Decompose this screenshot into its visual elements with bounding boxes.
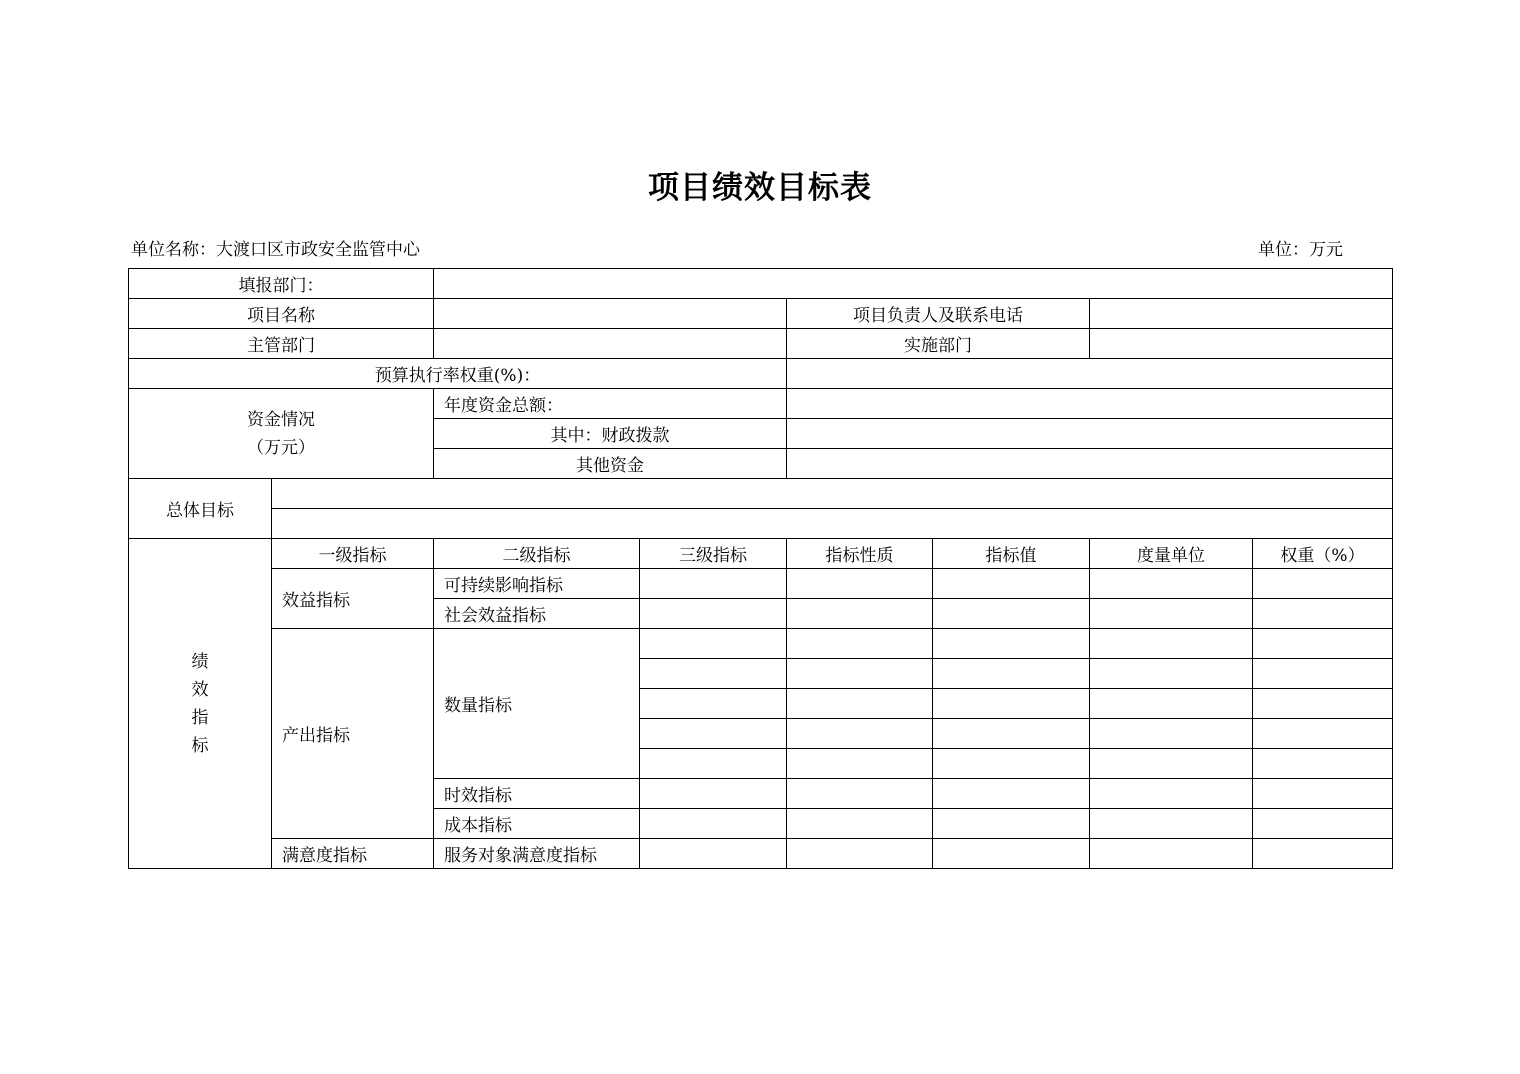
col-header-nature: 指标性质 (787, 539, 933, 569)
sustainable-indicator-label: 可持续影响指标 (434, 569, 640, 599)
service-satisfaction-label: 服务对象满意度指标 (434, 839, 640, 869)
cell[interactable] (1090, 749, 1253, 779)
table-row (129, 299, 1393, 329)
cell[interactable] (1090, 689, 1253, 719)
cell[interactable] (640, 659, 787, 689)
table-row (129, 509, 1393, 539)
cell[interactable] (933, 599, 1090, 629)
cell[interactable] (1253, 599, 1393, 629)
table-row (129, 839, 1393, 869)
implementing-dept-value[interactable] (1090, 329, 1393, 359)
cell[interactable] (933, 749, 1090, 779)
cell[interactable] (1090, 629, 1253, 659)
cell[interactable] (1253, 719, 1393, 749)
fill-dept-value[interactable] (434, 269, 1393, 299)
project-name-value[interactable] (434, 299, 787, 329)
timeliness-indicator-label: 时效指标 (434, 779, 640, 809)
cell[interactable] (640, 689, 787, 719)
cell[interactable] (1253, 629, 1393, 659)
table-row (129, 539, 1393, 569)
other-funds-value[interactable] (787, 449, 1393, 479)
overall-goal-value-2[interactable] (272, 509, 1393, 539)
annual-total-label: 年度资金总额： (434, 389, 787, 419)
cell[interactable] (1090, 779, 1253, 809)
funds-label-line1: 资金情况 (247, 409, 315, 430)
cell[interactable] (933, 659, 1090, 689)
cell[interactable] (1253, 749, 1393, 779)
cell[interactable] (787, 749, 933, 779)
cell[interactable] (640, 629, 787, 659)
table-row (129, 359, 1393, 389)
col-header-unit: 度量单位 (1090, 539, 1253, 569)
other-funds-label: 其他资金 (434, 449, 787, 479)
cell[interactable] (933, 809, 1090, 839)
cell[interactable] (933, 629, 1090, 659)
funds-label (129, 389, 434, 479)
cell[interactable] (640, 719, 787, 749)
cell[interactable] (933, 719, 1090, 749)
cell[interactable] (787, 629, 933, 659)
unit-name-label: 单位名称：大渡口区市政安全监管中心 (131, 240, 420, 260)
implementing-dept-label: 实施部门 (787, 329, 1090, 359)
currency-unit-label: 单位：万元 (1258, 240, 1343, 260)
cell[interactable] (933, 689, 1090, 719)
col-header-level2: 二级指标 (434, 539, 640, 569)
cell[interactable] (640, 779, 787, 809)
table-row (129, 389, 1393, 419)
cell[interactable] (933, 839, 1090, 869)
annual-total-value[interactable] (787, 389, 1393, 419)
table-row (129, 269, 1393, 299)
table-row (129, 629, 1393, 659)
col-header-value: 指标值 (933, 539, 1090, 569)
supervising-dept-value[interactable] (434, 329, 787, 359)
cell[interactable] (787, 569, 933, 599)
cell[interactable] (640, 749, 787, 779)
performance-goal-table (128, 268, 1393, 869)
col-header-level3: 三级指标 (640, 539, 787, 569)
social-indicator-label: 社会效益指标 (434, 599, 640, 629)
cell[interactable] (1253, 779, 1393, 809)
budget-weight-value[interactable] (787, 359, 1393, 389)
cell[interactable] (787, 719, 933, 749)
fill-dept-label: 填报部门： (129, 269, 434, 299)
overall-goal-value-1[interactable] (272, 479, 1393, 509)
cell[interactable] (1090, 719, 1253, 749)
cell[interactable] (1090, 809, 1253, 839)
cell[interactable] (1253, 809, 1393, 839)
cell[interactable] (640, 839, 787, 869)
fiscal-value[interactable] (787, 419, 1393, 449)
cell[interactable] (1090, 569, 1253, 599)
cell[interactable] (787, 779, 933, 809)
cell[interactable] (1090, 839, 1253, 869)
cell[interactable] (933, 779, 1090, 809)
table-row (129, 479, 1393, 509)
cell[interactable] (787, 809, 933, 839)
table-row (129, 569, 1393, 599)
table-row (129, 329, 1393, 359)
cell[interactable] (1253, 689, 1393, 719)
fiscal-label: 其中：财政拨款 (434, 419, 787, 449)
overall-goal-label: 总体目标 (129, 479, 272, 539)
project-name-label: 项目名称 (129, 299, 434, 329)
cell[interactable] (640, 809, 787, 839)
cell[interactable] (640, 599, 787, 629)
cost-indicator-label: 成本指标 (434, 809, 640, 839)
benefit-indicator-label: 效益指标 (272, 569, 434, 629)
supervising-dept-label: 主管部门 (129, 329, 434, 359)
page-title: 项目绩效目标表 (648, 170, 872, 206)
cell[interactable] (787, 599, 933, 629)
cell[interactable] (1090, 659, 1253, 689)
funds-label-line2: （万元） (247, 437, 315, 458)
performance-indicators-label: 绩 效 指 标 (129, 539, 272, 869)
cell[interactable] (1090, 599, 1253, 629)
project-owner-value[interactable] (1090, 299, 1393, 329)
quantity-indicator-label: 数量指标 (434, 629, 640, 779)
col-header-weight: 权重（%） (1253, 539, 1393, 569)
output-indicator-label: 产出指标 (272, 629, 434, 839)
cell[interactable] (933, 569, 1090, 599)
cell[interactable] (787, 689, 933, 719)
cell[interactable] (1253, 839, 1393, 869)
budget-weight-label: 预算执行率权重(%)： (129, 359, 787, 389)
satisfaction-indicator-label: 满意度指标 (272, 839, 434, 869)
cell[interactable] (640, 569, 787, 599)
cell[interactable] (1253, 569, 1393, 599)
project-owner-label: 项目负责人及联系电话 (787, 299, 1090, 329)
col-header-level1: 一级指标 (272, 539, 434, 569)
cell[interactable] (787, 839, 933, 869)
cell[interactable] (787, 659, 933, 689)
cell[interactable] (1253, 659, 1393, 689)
